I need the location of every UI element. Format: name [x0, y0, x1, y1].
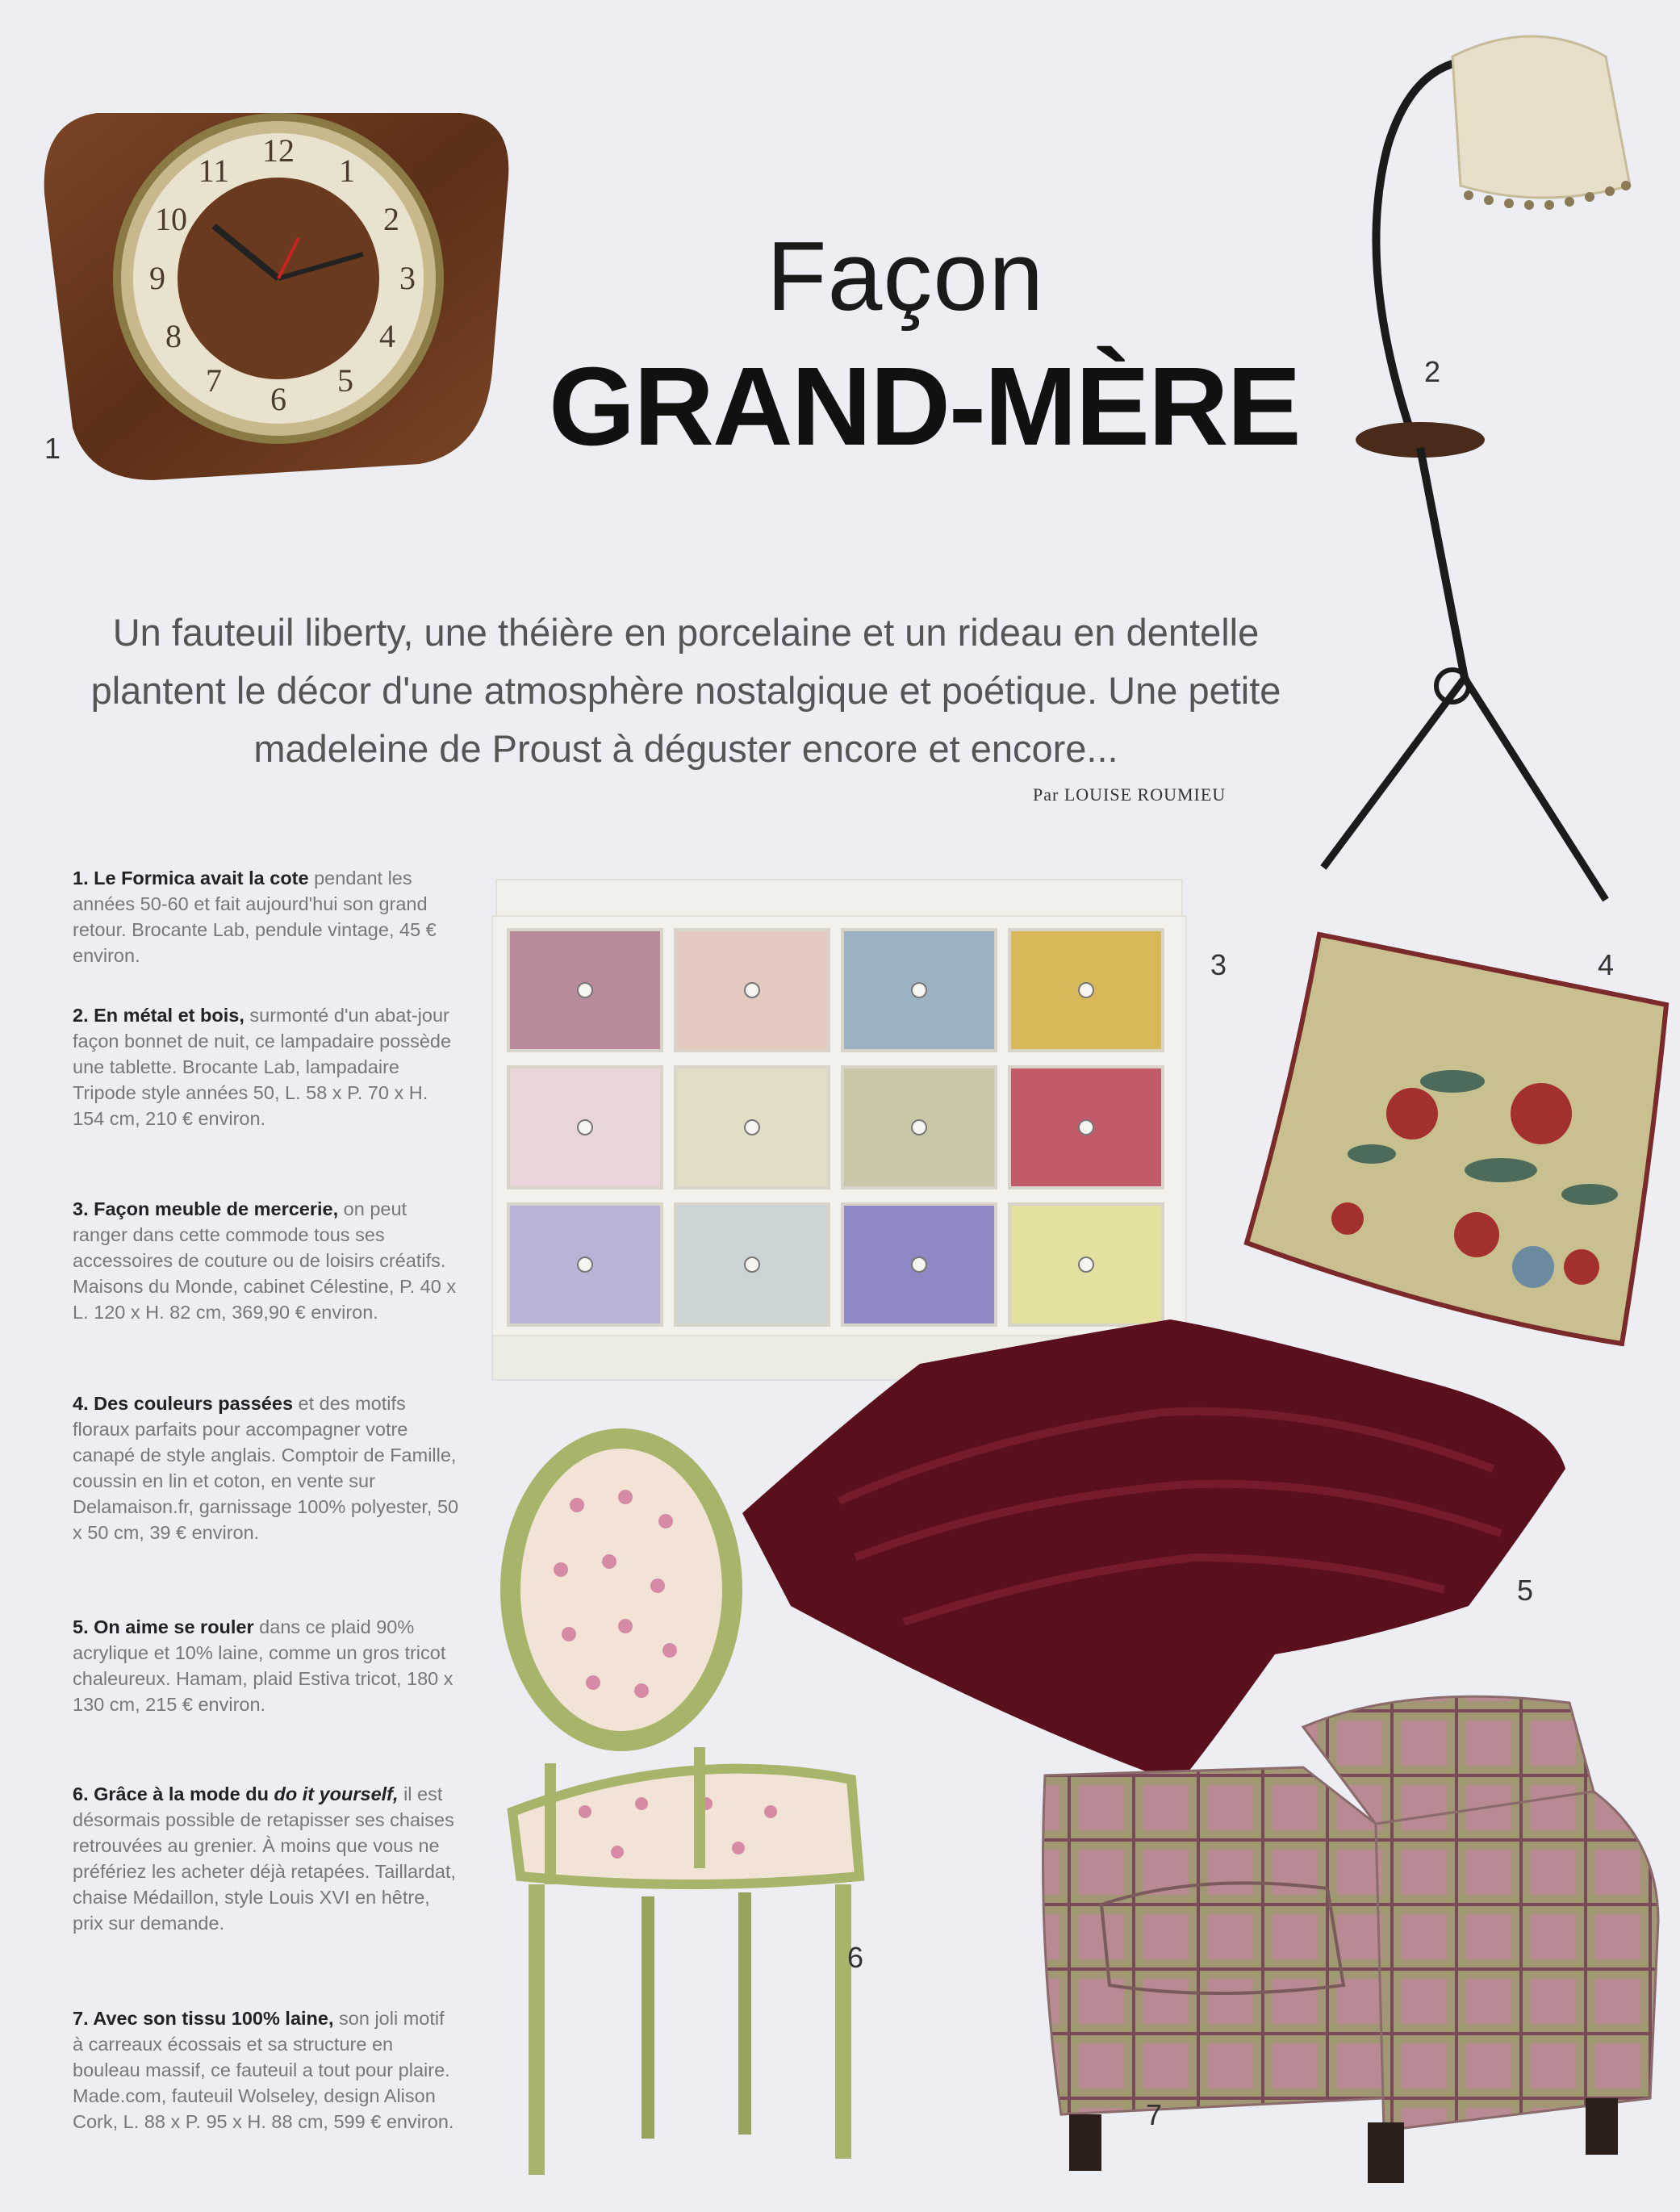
drawer-knob: [1079, 1257, 1093, 1272]
caption-2-text: surmonté d'un abat-jour façon bonnet de nuit, ce lampadaire possède une tablette. Brocante Lab, lampadaire Tripode style années 50, L. 58 x P. 70 x H. 154 cm, 210 € environ.: [73, 1005, 452, 1129]
caption-3-text: on peut ranger dans cette commode tous ses accessoires de couture ou de loisirs créatifs. Maisons du Monde, cabinet Célestine, P. 40 x L. 120 x H. 82 cm, 369,90 € environ.: [73, 1198, 457, 1323]
caption-1-text: pendant les années 50-60 et fait aujourd'hui son grand retour. Brocante Lab, pendule vintage, 45 € environ.: [73, 868, 437, 966]
product-number-5: 5: [1517, 1574, 1534, 1607]
caption-4-lead: 4. Des couleurs passées: [73, 1393, 294, 1414]
caption-4-text: et des motifs floraux parfaits pour accompagner votre canapé de style anglais. Comptoir de Famille, coussin en lin et coton, en vente sur Delamaison.fr, garnissage 100% polyester, 50 x 50 cm, 39 € environ.: [73, 1393, 459, 1543]
floral-cushion-image: [1243, 928, 1678, 1348]
svg-text:8: 8: [165, 318, 182, 354]
caption-6: [73, 1781, 460, 1936]
drawer-knob: [745, 1257, 759, 1272]
caption-2-lead: 2. En métal et bois,: [73, 1005, 244, 1026]
formica-clock-image: [40, 105, 516, 484]
svg-text:9: 9: [149, 260, 165, 296]
tripod-floor-lamp-image: [1307, 24, 1662, 904]
caption-6-lead-text: 6. Grâce à la mode du: [73, 1783, 274, 1804]
celestine-cabinet-image: [484, 880, 1194, 1384]
caption-1: [73, 865, 460, 968]
svg-text:10: 10: [155, 201, 187, 237]
caption-7-lead: 7. Avec son tissu 100% laine,: [73, 2008, 334, 2029]
svg-text:4: 4: [379, 318, 395, 354]
drawer-knob: [578, 1257, 592, 1272]
title-line-1: Façon: [767, 221, 1045, 331]
intro-paragraph: Un fauteuil liberty, une théière en porcelaine et un rideau en dentelle plantent le décor d'une atmosphère nostalgique et poétique. Une petite madeleine de Proust à déguster encore et encore...: [90, 611, 1281, 770]
byline: Par LOUISE ROUMIEU: [1033, 784, 1227, 805]
caption-1-lead: 1. Le Formica avait la cote: [73, 868, 309, 889]
drawer-knob: [578, 1120, 592, 1135]
product-number-4: 4: [1598, 948, 1615, 981]
drawer-knob: [912, 1257, 926, 1272]
product-number-6: 6: [847, 1941, 864, 1974]
caption-3-lead: 3. Façon meuble de mercerie,: [73, 1198, 339, 1219]
svg-text:7: 7: [206, 362, 222, 399]
svg-text:1: 1: [339, 153, 355, 189]
drawer-knob: [1079, 1120, 1093, 1135]
caption-2: [73, 1002, 460, 1131]
svg-text:5: 5: [337, 362, 353, 399]
product-number-3: 3: [1210, 948, 1227, 981]
drawer-knob: [912, 983, 926, 997]
caption-3: [73, 1196, 460, 1325]
caption-7: [73, 2005, 460, 2135]
drawer-knob: [745, 983, 759, 997]
caption-7-text: son joli motif à carreaux écossais et sa structure en bouleau massif, ce fauteuil a tout pour plaire. Made.com, fauteuil Wolseley, design Alison Cork, L. 88 x P. 95 x H. 88 cm, 599 € environ.: [73, 2008, 454, 2132]
svg-text:11: 11: [198, 153, 230, 189]
wolseley-armchair-image: [1037, 1679, 1666, 2187]
caption-5-text: dans ce plaid 90% acrylique et 10% laine, comme un gros tricot chaleureux. Hamam, plaid Estiva tricot, 180 x 130 cm, 215 € environ.: [73, 1616, 453, 1715]
drawer-knob: [912, 1120, 926, 1135]
drawer-knob: [745, 1120, 759, 1135]
svg-text:3: 3: [399, 260, 416, 296]
svg-text:2: 2: [383, 201, 399, 237]
drawer-knob: [578, 983, 592, 997]
product-number-7: 7: [1146, 2098, 1163, 2131]
medaillon-chair-image: [496, 1424, 932, 2191]
caption-6-text: il est désormais possible de retapisser ses chaises retrouvées au grenier. À moins que vous ne préfériez les acheter déjà retapées. Taillardat, chaise Médaillon, style Louis XVI en hêtre, prix sur demande.: [73, 1783, 457, 1934]
caption-6-lead: [73, 1783, 399, 1804]
product-number-2: 2: [1424, 355, 1441, 388]
caption-5-lead: 5. On aime se rouler: [73, 1616, 254, 1637]
caption-5: [73, 1614, 460, 1717]
svg-text:12: 12: [262, 132, 295, 169]
caption-4: [73, 1390, 460, 1545]
caption-6-lead-italic: do it yourself,: [274, 1783, 399, 1804]
svg-text:6: 6: [270, 381, 286, 417]
product-number-1: 1: [44, 432, 61, 465]
title-line-2: GRAND-MÈRE: [549, 345, 1300, 469]
drawer-knob: [1079, 983, 1093, 997]
